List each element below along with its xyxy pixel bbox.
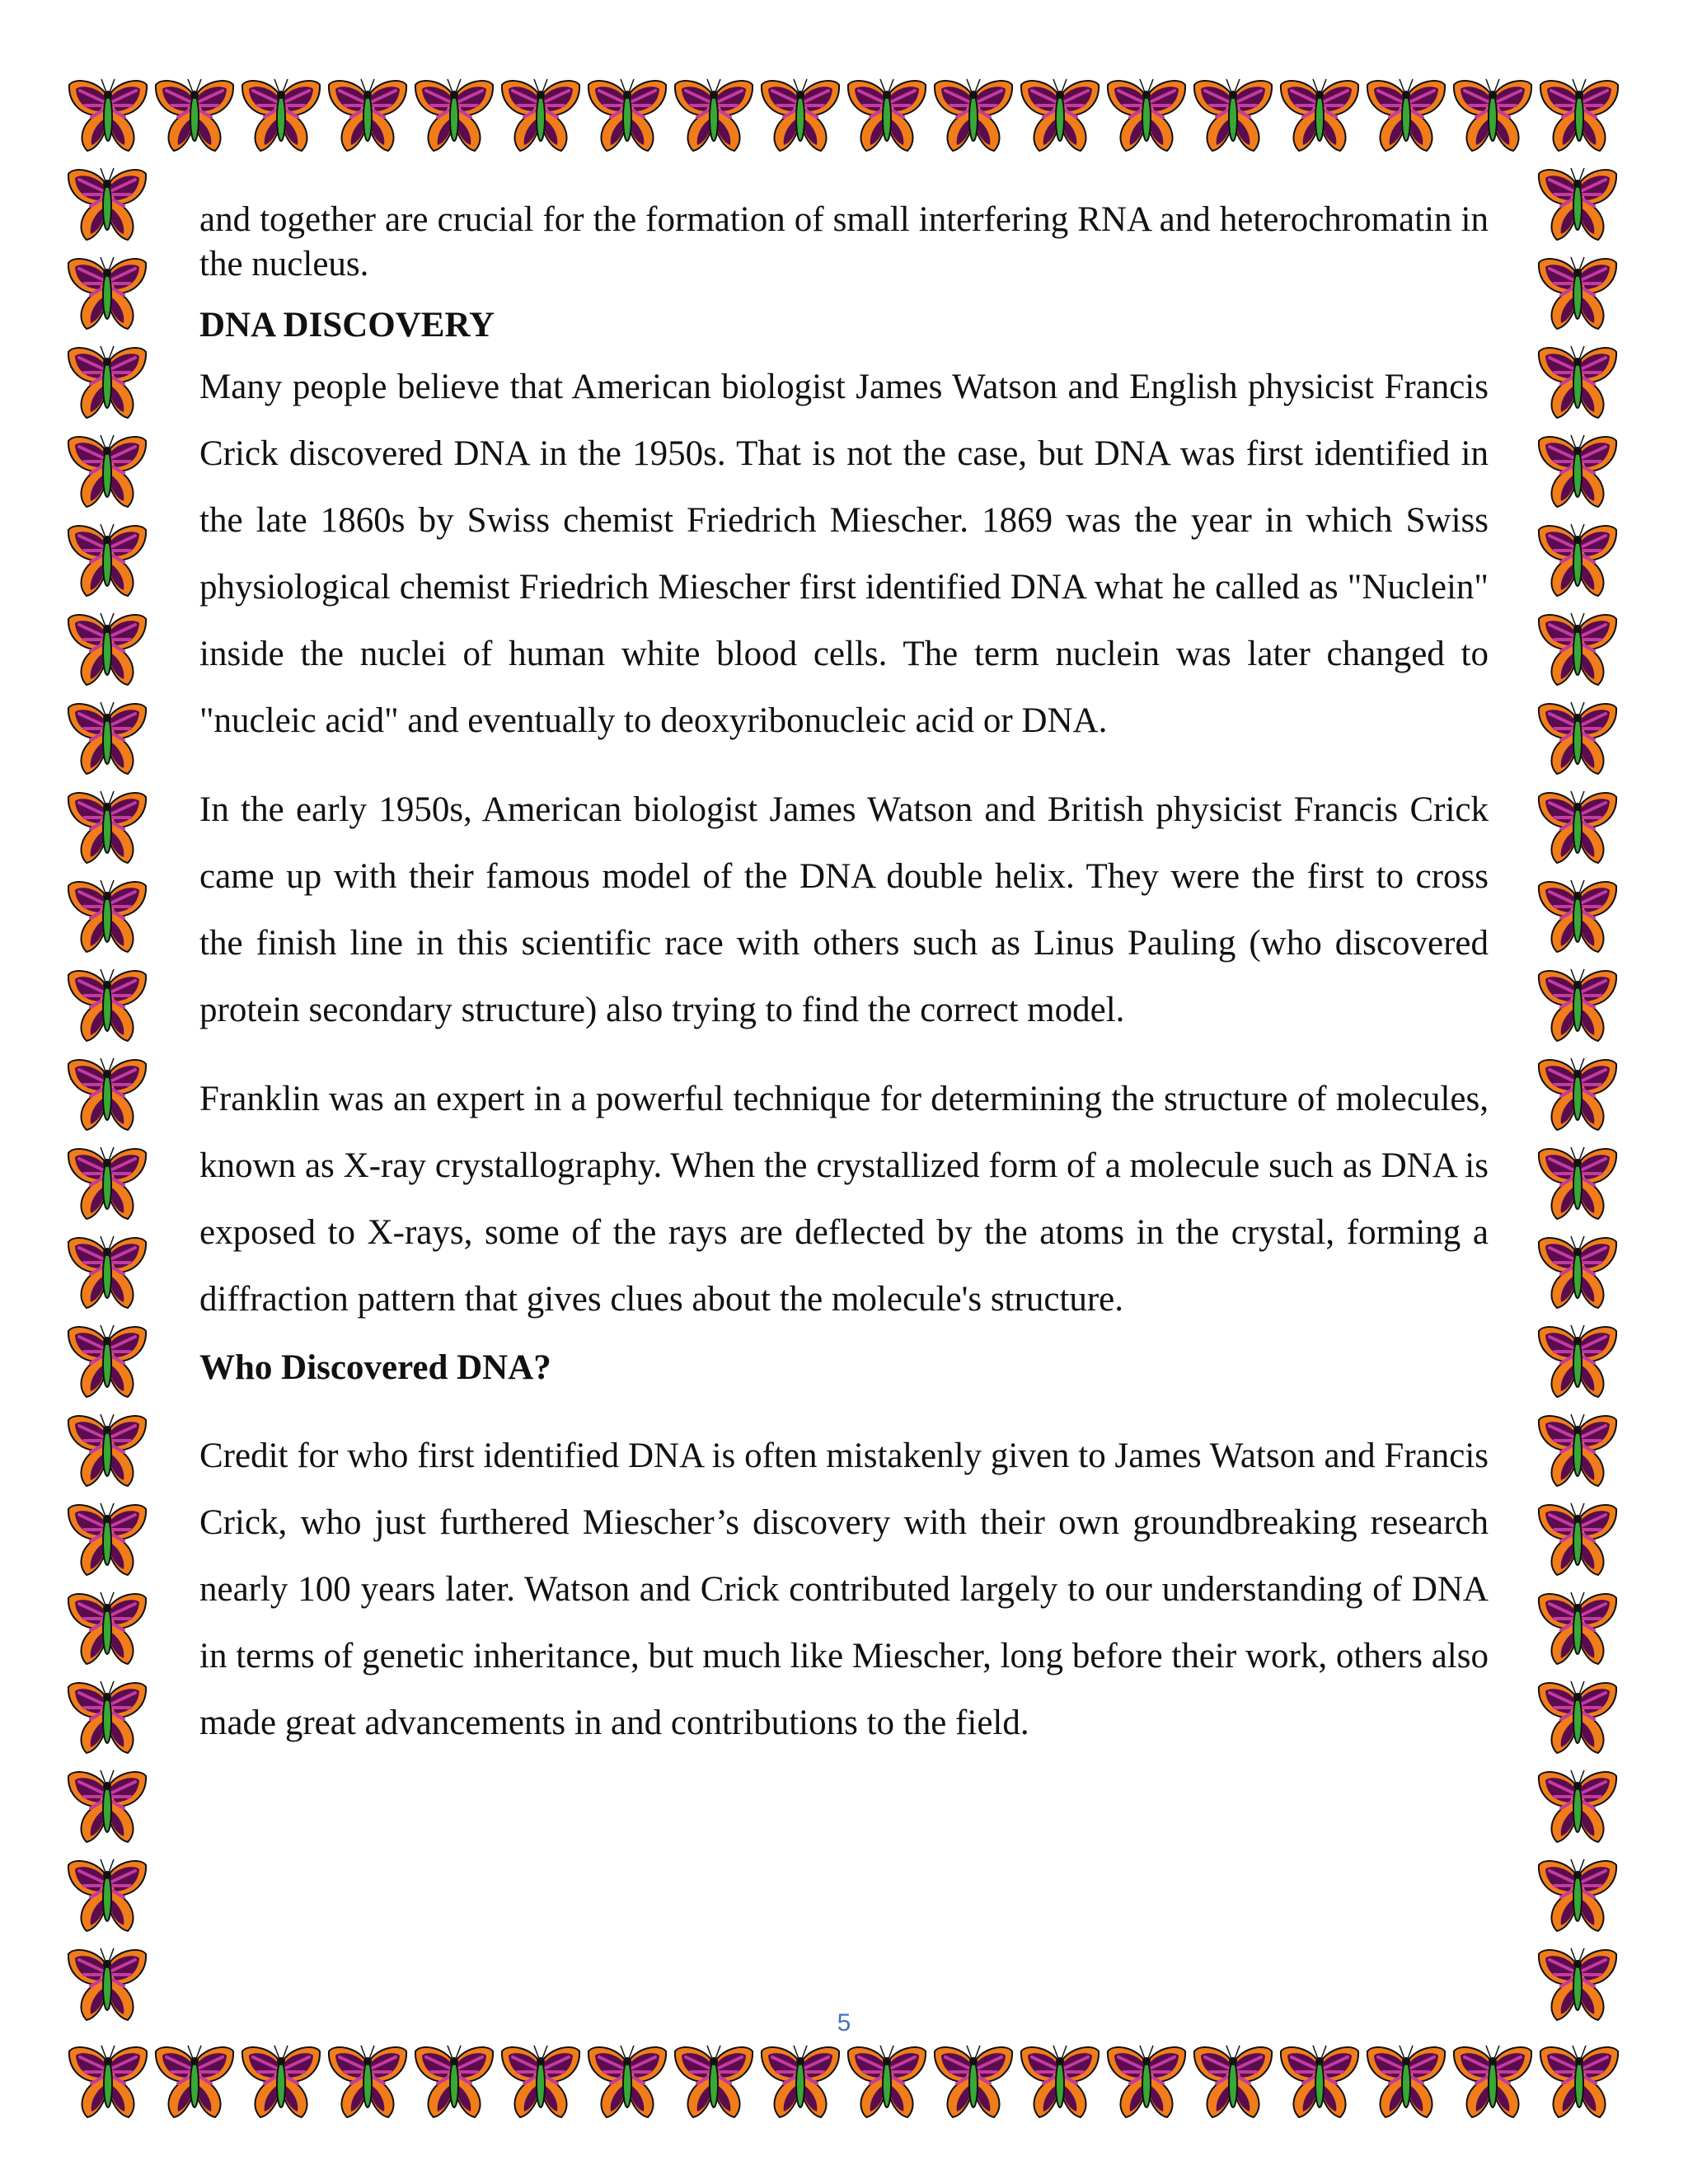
butterfly-icon	[1451, 2039, 1535, 2121]
paragraph-xray-crystallography: Franklin was an expert in a powerful technique for determining the structure of molecules, known as X-ray crystallography. When the crystallized form of a molecule such as DNA is exposed to X-rays, some of the rays are deflected by the atoms in the crystal, forming a diffraction pattern that gives clues about the molecule's structure.	[199, 1080, 1489, 1319]
butterfly-icon	[758, 2039, 842, 2121]
butterfly-border-right	[1536, 162, 1619, 2024]
butterfly-icon	[1536, 1675, 1619, 1757]
butterfly-icon	[1364, 73, 1448, 155]
butterfly-icon	[66, 696, 148, 778]
butterfly-icon	[1537, 73, 1621, 155]
butterfly-icon	[499, 2039, 583, 2121]
butterfly-icon	[66, 1230, 148, 1312]
butterfly-icon	[758, 73, 842, 155]
butterfly-icon	[931, 2039, 1015, 2121]
butterfly-icon	[66, 963, 148, 1045]
butterfly-icon	[1536, 1319, 1619, 1401]
butterfly-icon	[845, 2039, 929, 2121]
page-body	[199, 198, 1489, 1756]
butterfly-icon	[1536, 785, 1619, 867]
butterfly-icon	[1191, 2039, 1275, 2121]
butterfly-icon	[672, 73, 756, 155]
butterfly-icon	[1536, 874, 1619, 956]
page-number: 5	[837, 2009, 851, 2036]
butterfly-icon	[66, 1319, 148, 1401]
butterfly-border-top	[66, 73, 1621, 155]
butterfly-icon	[1536, 1230, 1619, 1312]
butterfly-icon	[845, 73, 929, 155]
butterfly-icon	[66, 518, 148, 600]
butterfly-icon	[66, 1408, 148, 1490]
butterfly-icon	[1104, 2039, 1189, 2121]
butterfly-border-left	[66, 162, 148, 2024]
butterfly-icon	[66, 607, 148, 689]
butterfly-icon	[1278, 2039, 1362, 2121]
heading-dna-discovery: DNA DISCOVERY	[199, 306, 495, 344]
butterfly-icon	[499, 73, 583, 155]
paragraph-double-helix: In the early 1950s, American biologist James Watson and British physicist Francis Crick came up with their famous model of the DNA double helix. They were the first to cross the finish line in this scientific race with others such as Linus Pauling (who discovered protein secondary structure) also trying to find the correct model.	[199, 790, 1489, 1029]
butterfly-icon	[152, 2039, 237, 2121]
butterfly-icon	[66, 2039, 150, 2121]
butterfly-icon	[1278, 73, 1362, 155]
butterfly-icon	[1536, 1408, 1619, 1490]
butterfly-icon	[66, 340, 148, 422]
butterfly-icon	[1536, 1853, 1619, 1935]
butterfly-icon	[66, 251, 148, 333]
butterfly-icon	[1536, 696, 1619, 778]
butterfly-icon	[1536, 607, 1619, 689]
butterfly-icon	[66, 429, 148, 511]
butterfly-icon	[412, 73, 496, 155]
butterfly-icon	[1018, 2039, 1102, 2121]
butterfly-icon	[1536, 1497, 1619, 1579]
butterfly-icon	[66, 1052, 148, 1134]
butterfly-icon	[672, 2039, 756, 2121]
butterfly-icon	[1364, 2039, 1448, 2121]
butterfly-icon	[931, 73, 1015, 155]
butterfly-icon	[66, 1141, 148, 1223]
butterfly-icon	[152, 73, 237, 155]
butterfly-icon	[585, 73, 669, 155]
butterfly-icon	[1536, 162, 1619, 244]
butterfly-icon	[1451, 73, 1535, 155]
butterfly-icon	[1536, 429, 1619, 511]
butterfly-icon	[239, 2039, 323, 2121]
butterfly-icon	[66, 162, 148, 244]
butterfly-icon	[1536, 1586, 1619, 1668]
butterfly-icon	[1191, 73, 1275, 155]
butterfly-icon	[1536, 963, 1619, 1045]
butterfly-icon	[66, 1764, 148, 1846]
butterfly-icon	[66, 1586, 148, 1668]
butterfly-icon	[1536, 518, 1619, 600]
butterfly-border-bottom	[66, 2039, 1621, 2121]
butterfly-icon	[66, 1675, 148, 1757]
butterfly-icon	[1537, 2039, 1621, 2121]
butterfly-icon	[66, 1853, 148, 1935]
butterfly-icon	[66, 73, 150, 155]
butterfly-icon	[66, 874, 148, 956]
butterfly-icon	[412, 2039, 496, 2121]
butterfly-icon	[1536, 1052, 1619, 1134]
butterfly-icon	[1536, 251, 1619, 333]
heading-who-discovered-dna: Who Discovered DNA?	[199, 1348, 551, 1387]
butterfly-icon	[66, 785, 148, 867]
butterfly-icon	[1536, 1141, 1619, 1223]
butterfly-icon	[1018, 73, 1102, 155]
butterfly-icon	[1104, 73, 1189, 155]
paragraph-miescher: Many people believe that American biologist James Watson and English physicist Francis Crick discovered DNA in the 1950s. That is not the case, but DNA was first identified in the late 1860s by Swiss chemist Friedrich Miescher. 1869 was the year in which Swiss physiological chemist Friedrich Miescher first identified DNA what he called as "Nuclein" inside the nuclei of human white blood cells. The term nuclein was later changed to "nucleic acid" and eventually to deoxyribonucleic acid or DNA.	[199, 368, 1489, 740]
butterfly-icon	[1536, 340, 1619, 422]
butterfly-icon	[1536, 1764, 1619, 1846]
paragraph-nucleus-continuation: and together are crucial for the formation of small interfering RNA and heterochromatin in the nucleus.	[199, 200, 1489, 284]
paragraph-credit: Credit for who first identified DNA is often mistakenly given to James Watson and Francis Crick, who just furthered Miescher’s discovery with their own groundbreaking research nearly 100 years later. Watson and Crick contributed largely to our understanding of DNA in terms of genetic inheritance, but much like Miescher, long before their work, others also made great advancements in and contributions to the field.	[199, 1436, 1489, 1742]
butterfly-icon	[326, 73, 410, 155]
butterfly-icon	[239, 73, 323, 155]
butterfly-icon	[326, 2039, 410, 2121]
butterfly-icon	[585, 2039, 669, 2121]
butterfly-icon	[66, 1497, 148, 1579]
